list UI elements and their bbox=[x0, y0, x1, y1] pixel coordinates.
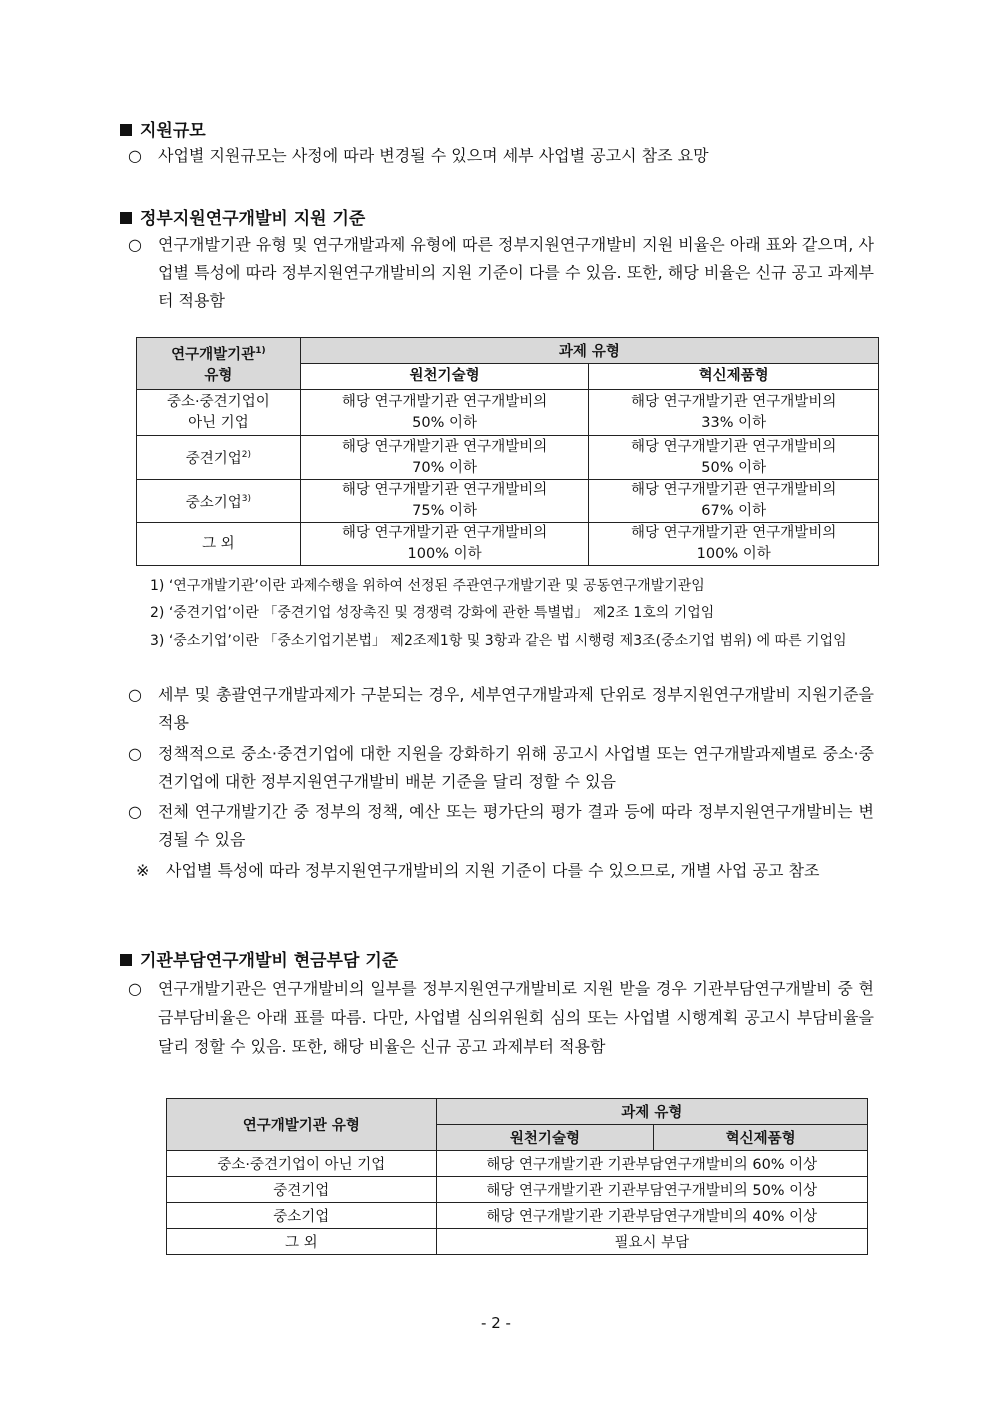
ratio-cell: 해당 연구개발기관 연구개발비의 75% 이하 bbox=[300, 480, 589, 523]
ratio-cell: 해당 연구개발기관 기관부담연구개발비의 60% 이상 bbox=[436, 1151, 867, 1177]
gov-support-ratio-table bbox=[136, 337, 879, 566]
table-row bbox=[137, 390, 879, 436]
page-number: - 2 - bbox=[481, 1314, 511, 1332]
org-type-header: 연구개발기관 유형 bbox=[167, 1099, 437, 1151]
table-row bbox=[167, 1203, 868, 1229]
org-cell: 중소·중견기업이 아닌 기업 bbox=[137, 390, 301, 436]
bullet-item: ○ 전체 연구개발기간 중 정부의 정책, 예산 또는 평가단의 평가 결과 등에 따라 정부지원연구개발비는 변경될 수 있음 bbox=[128, 802, 874, 849]
bullet-item: ○ 정책적으로 중소·중견기업에 대한 지원을 강화하기 위해 공고시 사업별 또는 연구개발과제별로 중소·중견기업에 대한 정부지원연구개발비 배분 기준을 달리 정할 수 있음 bbox=[128, 744, 874, 791]
bullet-item: ○ 연구개발기관 유형 및 연구개발과제 유형에 따른 정부지원연구개발비 지원 비율은 아래 표와 같으며, 사업별 특성에 따라 정부지원연구개발비의 지원 기준이 다를 수 있음. 또한, 해당 비율은 신규 공고 과제부터 적용함 bbox=[128, 235, 874, 310]
section-heading-gov-support: 정부지원연구개발비 지원 기준 bbox=[120, 204, 365, 229]
ratio-cell: 해당 연구개발기관 연구개발비의 70% 이하 bbox=[300, 436, 589, 480]
section-heading-support-scale: 지원규모 bbox=[120, 116, 206, 141]
ratio-cell: 해당 연구개발기관 연구개발비의 100% 이하 bbox=[300, 523, 589, 566]
col-header-basic-tech: 원천기술형 bbox=[300, 364, 589, 390]
ratio-cell: 해당 연구개발기관 기관부담연구개발비의 50% 이상 bbox=[436, 1177, 867, 1203]
table-row bbox=[167, 1229, 868, 1255]
table-row bbox=[167, 1151, 868, 1177]
task-type-header: 과제 유형 bbox=[300, 338, 878, 364]
footnote-1: 1) ‘연구개발기관’이란 과제수행을 위하여 선정된 주관연구개발기관 및 공동연구개발기관임 bbox=[150, 578, 705, 594]
ratio-cell: 해당 연구개발기관 연구개발비의 100% 이하 bbox=[589, 523, 879, 566]
ratio-cell: 해당 연구개발기관 연구개발비의 67% 이하 bbox=[589, 480, 879, 523]
section-heading-cash-burden: 기관부담연구개발비 현금부담 기준 bbox=[120, 946, 398, 971]
ratio-cell: 필요시 부담 bbox=[436, 1229, 867, 1255]
bullet-item: ○ 세부 및 총괄연구개발과제가 구분되는 경우, 세부연구개발과제 단위로 정부지원연구개발비 지원기준을 적용 bbox=[128, 685, 874, 732]
org-cell: 중소기업$^{3)}$ bbox=[137, 480, 301, 523]
table-row bbox=[137, 523, 879, 566]
org-cell: 그 외 bbox=[167, 1229, 437, 1255]
square-bullet-icon bbox=[120, 954, 132, 966]
cash-burden-table bbox=[166, 1098, 868, 1255]
org-cell: 그 외 bbox=[137, 523, 301, 566]
task-type-header: 과제 유형 bbox=[436, 1099, 867, 1125]
bullet-item: ○ 연구개발기관은 연구개발비의 일부를 정부지원연구개발비로 지원 받을 경우 기관부담연구개발비 중 현금부담비율은 아래 표를 따름. 다만, 사업별 심의위원회 심의 또는 사업별 시행계획 공고시 부담비율을 달리 정할 수 있음. 또한, 해당 비율은 신규 공고 과제부터 적용함 bbox=[128, 979, 874, 1056]
ratio-cell: 해당 연구개발기관 기관부담연구개발비의 40% 이상 bbox=[436, 1203, 867, 1229]
table-row bbox=[137, 436, 879, 480]
footnote-2: 2) ‘중견기업’이란 「중견기업 성장촉진 및 경쟁력 강화에 관한 특별법」 제2조 1호의 기업임 bbox=[150, 605, 715, 621]
col-header-innovative-product: 혁신제품형 bbox=[589, 364, 879, 390]
org-cell: 중견기업 bbox=[167, 1177, 437, 1203]
reference-note: ※ 사업별 특성에 따라 정부지원연구개발비의 지원 기준이 다를 수 있으므로, 개별 사업 공고 참조 bbox=[136, 861, 820, 880]
org-type-header: 연구개발기관$^{1)}$ 유형 bbox=[137, 338, 301, 390]
org-cell: 중소·중견기업이 아닌 기업 bbox=[167, 1151, 437, 1177]
org-cell: 중소기업 bbox=[167, 1203, 437, 1229]
org-cell: 중견기업$^{2)}$ bbox=[137, 436, 301, 480]
table-row bbox=[137, 480, 879, 523]
bullet-item: ○ 사업별 지원규모는 사정에 따라 변경될 수 있으며 세부 사업별 공고시 참조 요망 bbox=[128, 146, 709, 165]
col-header-innovative-product: 혁신제품형 bbox=[654, 1125, 868, 1151]
footnote-3: 3) ‘중소기업’이란 「중소기업기본법」 제2조제1항 및 3항과 같은 법 시행령 제3조(중소기업 범위) 에 따른 기업임 bbox=[150, 633, 847, 649]
ratio-cell: 해당 연구개발기관 연구개발비의 33% 이하 bbox=[589, 390, 879, 436]
ratio-cell: 해당 연구개발기관 연구개발비의 50% 이하 bbox=[589, 436, 879, 480]
square-bullet-icon bbox=[120, 124, 132, 136]
ratio-cell: 해당 연구개발기관 연구개발비의 50% 이하 bbox=[300, 390, 589, 436]
square-bullet-icon bbox=[120, 212, 132, 224]
table-row bbox=[167, 1177, 868, 1203]
col-header-basic-tech: 원천기술형 bbox=[436, 1125, 654, 1151]
